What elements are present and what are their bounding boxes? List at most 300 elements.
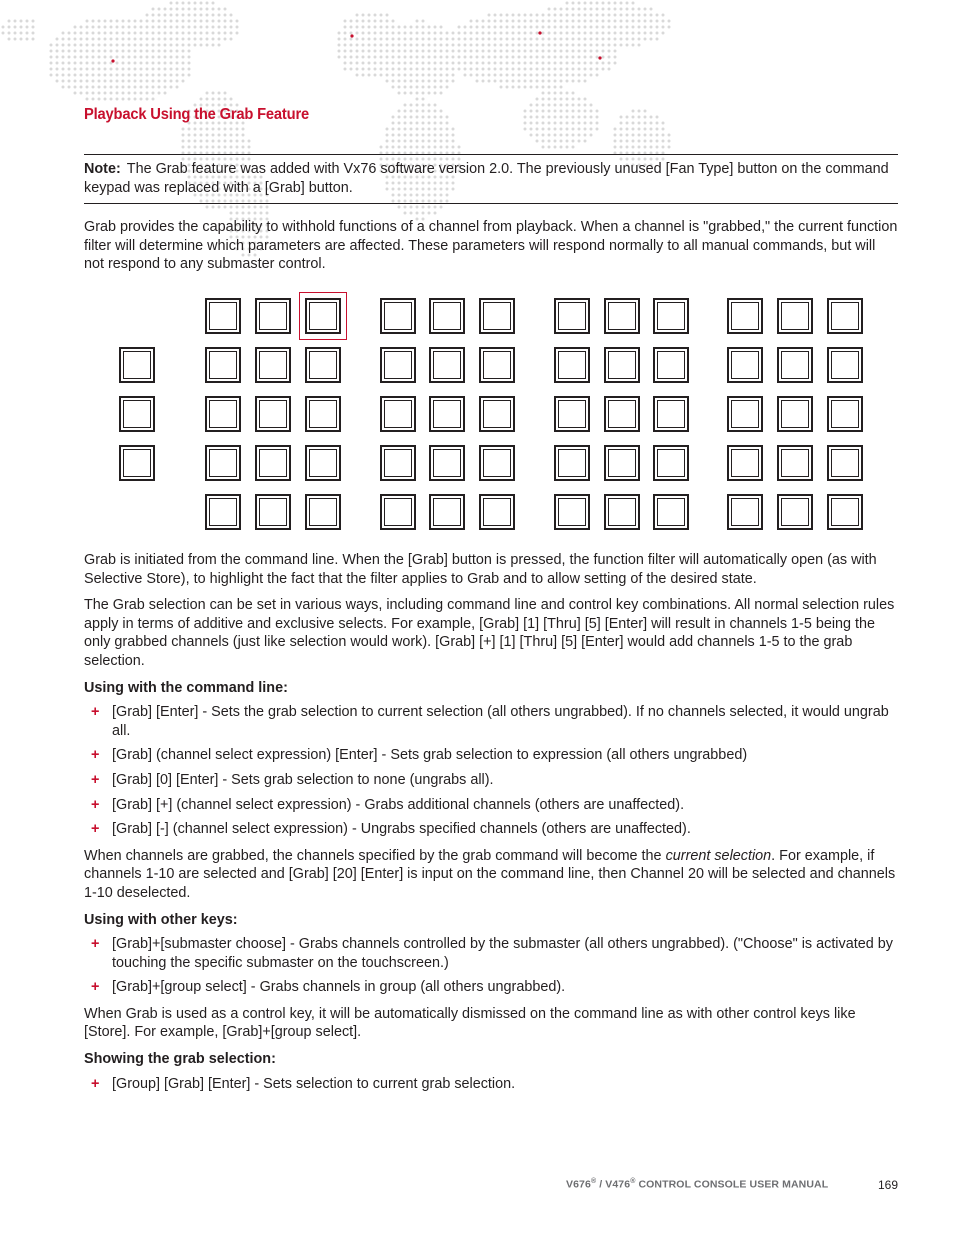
map-dot — [68, 68, 71, 71]
map-dot — [182, 80, 185, 83]
map-dot — [572, 128, 575, 131]
paragraph-initiate: Grab is initiated from the command line. When the [Grab] button is pressed, the function filter will automatically open (as with Selective Store), to highlight the fact that the filter applies to Grab and to allow setting of the desired state. — [84, 552, 877, 587]
map-dot — [452, 62, 455, 65]
map-dot — [80, 80, 83, 83]
map-dot — [182, 44, 185, 47]
map-dot — [644, 8, 647, 11]
map-dot — [464, 50, 467, 53]
map-dot — [500, 86, 503, 89]
map-dot — [632, 146, 635, 149]
map-dot — [662, 14, 665, 17]
map-dot — [554, 140, 557, 143]
map-dot — [626, 2, 629, 5]
map-dot — [92, 32, 95, 35]
map-dot — [428, 134, 431, 137]
map-dot — [362, 56, 365, 59]
map-dot — [596, 2, 599, 5]
map-dot — [410, 206, 413, 209]
map-dot — [212, 26, 215, 29]
map-dot — [584, 80, 587, 83]
keypad-key — [479, 347, 515, 383]
map-dot — [152, 20, 155, 23]
map-dot — [218, 206, 221, 209]
map-dot — [584, 56, 587, 59]
keypad-key — [305, 347, 341, 383]
map-dot — [452, 134, 455, 137]
map-dot — [422, 68, 425, 71]
map-dot — [152, 56, 155, 59]
map-dot — [506, 68, 509, 71]
map-dot — [188, 68, 191, 71]
map-dot — [98, 50, 101, 53]
map-dot — [188, 146, 191, 149]
map-dot — [506, 32, 509, 35]
map-dot — [350, 50, 353, 53]
map-dot — [416, 32, 419, 35]
map-dot — [110, 20, 113, 23]
map-dot — [608, 56, 611, 59]
map-dot — [596, 26, 599, 29]
map-dot — [566, 50, 569, 53]
map-dot — [536, 20, 539, 23]
map-dot — [248, 206, 251, 209]
map-dot — [344, 32, 347, 35]
map-dot — [206, 44, 209, 47]
map-dot — [104, 20, 107, 23]
keypad-key — [653, 494, 689, 530]
map-dot — [566, 14, 569, 17]
map-dot — [578, 26, 581, 29]
keypad-key — [653, 396, 689, 432]
keypad-key — [119, 445, 155, 481]
map-dot — [182, 8, 185, 11]
map-dot — [194, 8, 197, 11]
keypad-key — [653, 347, 689, 383]
map-dot — [350, 32, 353, 35]
show-grab-heading: Showing the grab selection: — [84, 1051, 276, 1068]
map-dot — [560, 86, 563, 89]
map-dot — [122, 50, 125, 53]
map-dot — [614, 8, 617, 11]
map-dot — [632, 134, 635, 137]
map-dot — [554, 8, 557, 11]
map-dot — [368, 38, 371, 41]
map-dot — [236, 26, 239, 29]
map-dot — [404, 44, 407, 47]
map-dot — [662, 134, 665, 137]
map-dot — [542, 134, 545, 137]
map-dot — [80, 50, 83, 53]
map-dot — [536, 80, 539, 83]
map-dot — [212, 140, 215, 143]
map-dot — [458, 44, 461, 47]
map-dot — [422, 50, 425, 53]
map-dot — [512, 14, 515, 17]
map-dot — [518, 80, 521, 83]
map-dot — [614, 14, 617, 17]
map-dot — [104, 56, 107, 59]
keypad-key — [727, 494, 763, 530]
map-dot — [542, 74, 545, 77]
map-dot — [74, 56, 77, 59]
map-dot — [152, 80, 155, 83]
map-dot — [92, 86, 95, 89]
map-dot — [524, 20, 527, 23]
map-dot — [542, 140, 545, 143]
map-dot — [602, 44, 605, 47]
map-dot — [542, 38, 545, 41]
map-dot — [128, 98, 131, 101]
list-item — [84, 1075, 898, 1094]
map-dot — [92, 92, 95, 95]
map-dot — [230, 14, 233, 17]
map-dot — [578, 50, 581, 53]
map-dot — [512, 50, 515, 53]
map-dot — [410, 74, 413, 77]
map-dot — [50, 44, 53, 47]
map-dot — [494, 50, 497, 53]
keypad-key — [777, 494, 813, 530]
map-dot — [542, 32, 545, 35]
map-dot — [536, 98, 539, 101]
map-dot — [614, 20, 617, 23]
list-item-text: [Group] [Grab] [Enter] - Sets selection to current grab selection. — [112, 1075, 516, 1092]
map-dot — [200, 134, 203, 137]
map-dot — [224, 98, 227, 101]
map-dot — [584, 98, 587, 101]
text-span: . For example, if channels 1-10 are selected and [Grab] [20] [Enter] is input on the command line, then Channel 20 will be selected and channels 1-10 deselected. — [84, 847, 896, 901]
map-dot — [218, 140, 221, 143]
map-dot — [212, 206, 215, 209]
map-dot — [110, 44, 113, 47]
map-dot — [356, 62, 359, 65]
map-dot — [602, 32, 605, 35]
map-dot — [512, 56, 515, 59]
map-dot — [98, 68, 101, 71]
map-dot — [116, 80, 119, 83]
map-dot — [650, 8, 653, 11]
map-dot — [614, 32, 617, 35]
map-dot — [350, 62, 353, 65]
map-dot — [188, 32, 191, 35]
map-dot — [338, 56, 341, 59]
map-dot — [572, 146, 575, 149]
registered-mark: ® — [590, 1178, 597, 1185]
map-dot — [626, 32, 629, 35]
map-dot — [566, 44, 569, 47]
map-dot — [638, 8, 641, 11]
map-dot — [176, 56, 179, 59]
map-dot — [542, 98, 545, 101]
map-dot — [416, 206, 419, 209]
map-dot — [584, 14, 587, 17]
map-dot — [194, 32, 197, 35]
keypad-key — [777, 347, 813, 383]
map-dot — [542, 14, 545, 17]
map-dot — [662, 128, 665, 131]
keypad-key — [429, 396, 465, 432]
map-dot — [170, 8, 173, 11]
map-dot — [92, 98, 95, 101]
keypad-key — [554, 494, 590, 530]
text-span: When channels are grabbed, the channels specified by the grab command will become the — [84, 847, 666, 864]
map-dot — [434, 134, 437, 137]
map-dot — [440, 68, 443, 71]
map-dot — [146, 26, 149, 29]
map-dot — [392, 68, 395, 71]
map-dot — [482, 50, 485, 53]
map-dot — [560, 26, 563, 29]
other-keys-heading: Using with other keys: — [84, 911, 238, 928]
map-dot — [506, 56, 509, 59]
map-dot — [170, 80, 173, 83]
map-dot — [206, 146, 209, 149]
map-dot — [116, 56, 119, 59]
map-dot — [608, 44, 611, 47]
map-dot — [374, 56, 377, 59]
map-dot — [428, 62, 431, 65]
map-dot — [56, 44, 59, 47]
map-dot — [416, 20, 419, 23]
map-dot — [560, 68, 563, 71]
map-dot — [518, 56, 521, 59]
map-dot — [416, 140, 419, 143]
map-dot — [158, 38, 161, 41]
map-dot — [584, 2, 587, 5]
map-dot — [434, 74, 437, 77]
map-dot — [170, 14, 173, 17]
map-dot — [452, 74, 455, 77]
map-dot — [386, 62, 389, 65]
map-dot — [230, 20, 233, 23]
keypad-key — [479, 396, 515, 432]
map-dot — [578, 14, 581, 17]
map-dot — [200, 140, 203, 143]
map-dot — [434, 44, 437, 47]
map-dot — [116, 26, 119, 29]
map-dot — [440, 38, 443, 41]
map-dot — [512, 68, 515, 71]
map-dot — [218, 8, 221, 11]
map-dot — [596, 8, 599, 11]
map-dot — [164, 38, 167, 41]
map-dot — [410, 146, 413, 149]
map-dot — [518, 38, 521, 41]
map-dot — [68, 80, 71, 83]
map-dot — [8, 38, 11, 41]
map-dot — [122, 56, 125, 59]
map-dot — [56, 56, 59, 59]
map-dot — [158, 56, 161, 59]
map-dot — [500, 56, 503, 59]
map-dot — [68, 74, 71, 77]
show-grab-list — [84, 1075, 898, 1094]
map-dot — [626, 140, 629, 143]
map-dot — [368, 32, 371, 35]
map-dot — [608, 26, 611, 29]
map-dot — [410, 80, 413, 83]
map-dot — [146, 86, 149, 89]
map-dot — [176, 32, 179, 35]
map-dot — [548, 146, 551, 149]
map-dot — [350, 56, 353, 59]
map-dot — [656, 128, 659, 131]
map-dot — [626, 134, 629, 137]
map-dot — [494, 44, 497, 47]
command-line-list — [84, 703, 898, 839]
map-dot — [566, 20, 569, 23]
map-dot — [614, 140, 617, 143]
map-dot — [470, 26, 473, 29]
map-dot — [584, 26, 587, 29]
map-dot — [110, 74, 113, 77]
map-dot — [92, 74, 95, 77]
map-dot — [362, 32, 365, 35]
note-label: Note: — [84, 161, 121, 177]
map-dot — [200, 128, 203, 131]
map-dot — [536, 44, 539, 47]
map-dot — [536, 56, 539, 59]
map-dot — [128, 56, 131, 59]
map-dot — [530, 50, 533, 53]
map-dot — [566, 38, 569, 41]
map-dot — [32, 32, 35, 35]
map-dot — [620, 26, 623, 29]
map-marker-dot — [538, 31, 541, 34]
map-dot — [182, 20, 185, 23]
map-dot — [614, 128, 617, 131]
map-dot — [440, 92, 443, 95]
map-dot — [464, 32, 467, 35]
map-dot — [608, 32, 611, 35]
map-dot — [152, 8, 155, 11]
map-dot — [140, 20, 143, 23]
keypad-key — [205, 298, 241, 334]
map-dot — [590, 134, 593, 137]
map-dot — [500, 26, 503, 29]
map-dot — [344, 56, 347, 59]
keypad-key — [777, 445, 813, 481]
map-dot — [212, 92, 215, 95]
map-dot — [422, 80, 425, 83]
map-dot — [254, 206, 257, 209]
map-dot — [434, 50, 437, 53]
map-dot — [398, 26, 401, 29]
map-dot — [110, 92, 113, 95]
map-dot — [224, 128, 227, 131]
footer-model: / V476 — [596, 1178, 631, 1191]
note-body: The Grab feature was added with Vx76 software version 2.0. The previously unused [Fan Type] button on the command keypad was replaced with a [Grab] button. — [84, 161, 889, 196]
map-dot — [620, 44, 623, 47]
map-dot — [602, 62, 605, 65]
map-dot — [212, 14, 215, 17]
map-dot — [632, 20, 635, 23]
map-dot — [98, 38, 101, 41]
map-dot — [644, 26, 647, 29]
map-dot — [86, 74, 89, 77]
map-dot — [170, 62, 173, 65]
map-dot — [602, 14, 605, 17]
keypad-key — [380, 445, 416, 481]
emphasis-text: current selection — [665, 847, 772, 864]
map-dot — [620, 32, 623, 35]
map-dot — [158, 86, 161, 89]
map-dot — [182, 134, 185, 137]
map-dot — [74, 32, 77, 35]
map-dot — [422, 212, 425, 215]
map-dot — [236, 32, 239, 35]
keypad-key — [119, 396, 155, 432]
map-dot — [572, 74, 575, 77]
map-dot — [164, 14, 167, 17]
map-dot — [572, 38, 575, 41]
map-dot — [98, 74, 101, 77]
map-dot — [608, 68, 611, 71]
map-dot — [80, 62, 83, 65]
map-dot — [446, 128, 449, 131]
map-dot — [68, 32, 71, 35]
map-dot — [218, 134, 221, 137]
map-dot — [152, 86, 155, 89]
map-marker-dot — [598, 56, 601, 59]
map-dot — [410, 44, 413, 47]
map-dot — [548, 128, 551, 131]
map-dot — [104, 26, 107, 29]
map-dot — [398, 44, 401, 47]
keypad-key — [604, 298, 640, 334]
map-dot — [584, 134, 587, 137]
map-dot — [422, 44, 425, 47]
map-dot — [224, 140, 227, 143]
keypad-key — [205, 494, 241, 530]
main-body — [84, 551, 898, 1101]
map-dot — [590, 38, 593, 41]
map-dot — [518, 68, 521, 71]
map-dot — [614, 134, 617, 137]
map-dot — [560, 92, 563, 95]
list-item-text: [Grab]+[submaster choose] - Grabs channels controlled by the submaster (all others ungrabbed). ("Choose" is activated by touching the specific submaster on the touchscreen.) — [112, 936, 893, 971]
map-dot — [662, 26, 665, 29]
map-dot — [476, 20, 479, 23]
map-dot — [656, 38, 659, 41]
map-dot — [590, 14, 593, 17]
map-dot — [374, 14, 377, 17]
map-dot — [560, 146, 563, 149]
map-dot — [410, 140, 413, 143]
map-dot — [572, 50, 575, 53]
map-marker-dot — [111, 59, 114, 62]
map-dot — [224, 20, 227, 23]
map-dot — [554, 26, 557, 29]
map-dot — [644, 38, 647, 41]
map-dot — [206, 128, 209, 131]
map-dot — [236, 206, 239, 209]
map-dot — [374, 68, 377, 71]
map-dot — [128, 26, 131, 29]
map-dot — [236, 128, 239, 131]
map-dot — [416, 68, 419, 71]
map-dot — [230, 38, 233, 41]
map-dot — [572, 98, 575, 101]
map-dot — [122, 26, 125, 29]
map-dot — [122, 80, 125, 83]
map-dot — [554, 80, 557, 83]
map-dot — [638, 128, 641, 131]
map-dot — [584, 74, 587, 77]
map-dot — [68, 62, 71, 65]
map-dot — [428, 38, 431, 41]
map-dot — [230, 206, 233, 209]
